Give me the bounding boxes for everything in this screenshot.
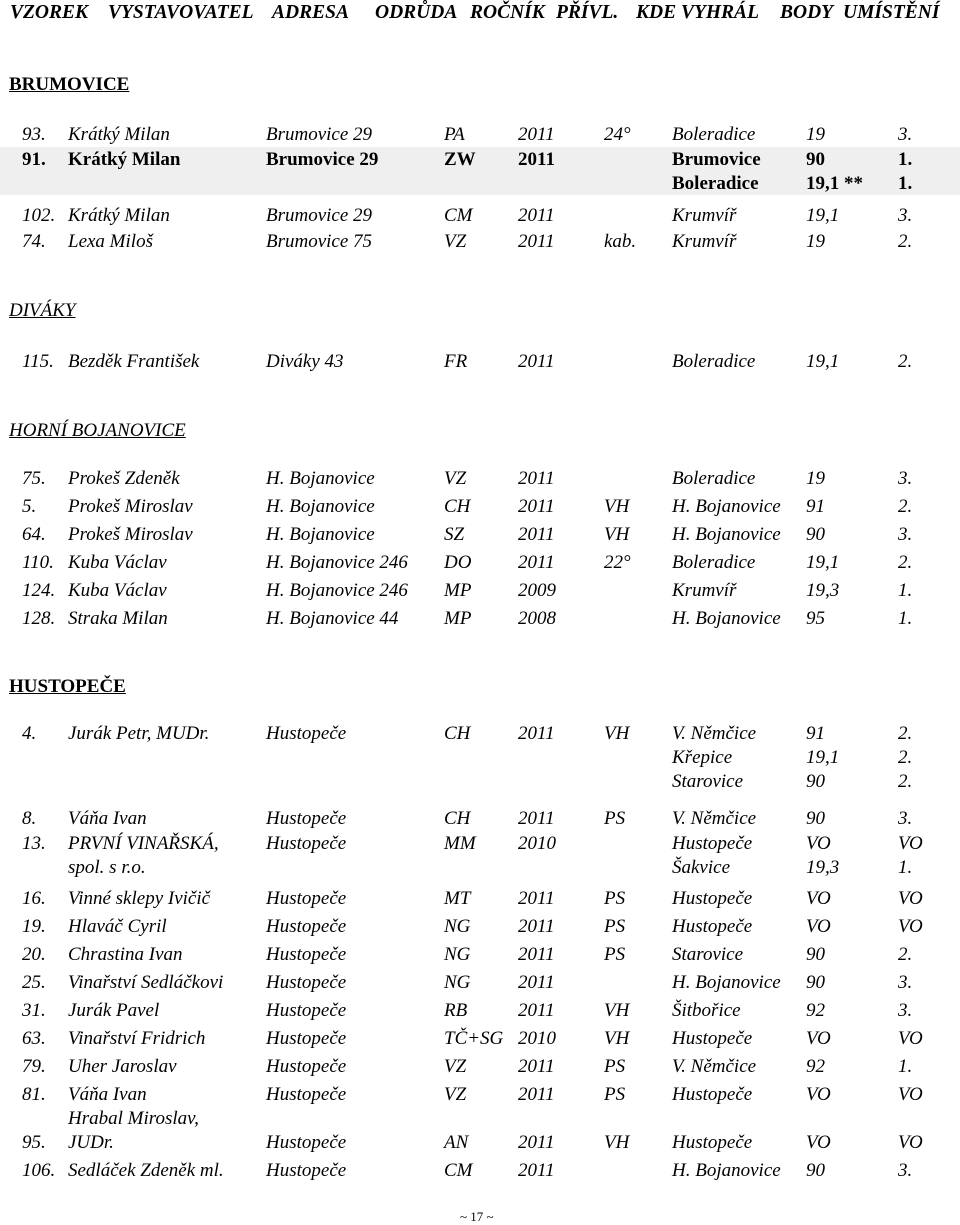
- section-title: HORNÍ BOJANOVICE: [9, 420, 186, 441]
- cell-address: Hustopeče: [266, 888, 347, 909]
- cell-exhibitor: Vinné sklepy Ivičič: [68, 888, 211, 909]
- cell-sample-number: 75.: [22, 468, 46, 489]
- cell-points: 92: [806, 1000, 825, 1021]
- cell-exhibitor: Krátký Milan: [68, 124, 170, 145]
- cell-year: 2011: [518, 1000, 555, 1021]
- table-row: [0, 745, 960, 769]
- cell-year: 2011: [518, 972, 555, 993]
- cell-attribute: 22°: [604, 552, 631, 573]
- cell-where-won: H. Bojanovice: [672, 972, 781, 993]
- cell-where-won: Hustopeče: [672, 1084, 753, 1105]
- cell-attribute: VH: [604, 723, 630, 744]
- cell-year: 2011: [518, 552, 555, 573]
- cell-sample-number: 95.: [22, 1132, 46, 1153]
- cell-variety: VZ: [444, 1084, 467, 1105]
- cell-points: 90: [806, 524, 825, 545]
- cell-sample-number: 25.: [22, 972, 46, 993]
- cell-variety: NG: [444, 944, 471, 965]
- cell-sample-number: 19.: [22, 916, 46, 937]
- cell-sample-number: 91.: [22, 149, 46, 170]
- cell-attribute: VH: [604, 1000, 630, 1021]
- cell-variety: CM: [444, 205, 473, 226]
- table-row: [0, 147, 960, 171]
- cell-where-won: Starovice: [672, 944, 744, 965]
- cell-sample-number: 31.: [22, 1000, 46, 1021]
- cell-year: 2011: [518, 351, 555, 372]
- cell-variety: MP: [444, 608, 472, 629]
- cell-points: VO: [806, 888, 831, 909]
- cell-exhibitor: Vinařství Fridrich: [68, 1028, 206, 1049]
- cell-where-won: Boleradice: [672, 173, 759, 194]
- cell-attribute: kab.: [604, 231, 637, 252]
- cell-sample-number: 20.: [22, 944, 46, 965]
- cell-where-won: V. Němčice: [672, 808, 757, 829]
- table-row: [0, 171, 960, 195]
- cell-placement: 2.: [898, 496, 913, 517]
- table-row: [0, 550, 960, 574]
- cell-address: Hustopeče: [266, 944, 347, 965]
- cell-address: H. Bojanovice: [266, 496, 375, 517]
- cell-placement: 3.: [898, 468, 913, 489]
- cell-points: VO: [806, 916, 831, 937]
- cell-variety: MP: [444, 580, 472, 601]
- cell-placement: 3.: [898, 1000, 913, 1021]
- header-rocnik: ROČNÍK: [470, 2, 545, 23]
- cell-sample-number: 16.: [22, 888, 46, 909]
- table-row: [0, 998, 960, 1022]
- cell-where-won: Hustopeče: [672, 1132, 753, 1153]
- cell-variety: CH: [444, 723, 471, 744]
- cell-attribute: PS: [604, 944, 626, 965]
- section-title: HUSTOPEČE: [9, 676, 126, 697]
- table-row: [0, 942, 960, 966]
- cell-year: 2011: [518, 888, 555, 909]
- table-row: [0, 855, 960, 879]
- cell-points: 90: [806, 771, 825, 792]
- cell-placement: 3.: [898, 124, 913, 145]
- cell-sample-number: 93.: [22, 124, 46, 145]
- table-row: [0, 578, 960, 602]
- cell-exhibitor: Váňa Ivan: [68, 1084, 147, 1105]
- cell-year: 2011: [518, 124, 555, 145]
- cell-year: 2011: [518, 723, 555, 744]
- cell-exhibitor: Prokeš Zdeněk: [68, 468, 180, 489]
- cell-variety: RB: [444, 1000, 468, 1021]
- table-row: [0, 1026, 960, 1050]
- cell-variety: CH: [444, 496, 471, 517]
- table-row: [0, 914, 960, 938]
- table-row: [0, 1054, 960, 1078]
- cell-points: 19: [806, 231, 825, 252]
- cell-points: 19,1: [806, 205, 840, 226]
- cell-year: 2011: [518, 205, 555, 226]
- cell-year: 2008: [518, 608, 556, 629]
- cell-variety: AN: [444, 1132, 469, 1153]
- cell-placement: 2.: [898, 351, 913, 372]
- cell-where-won: Křepice: [672, 747, 733, 768]
- cell-points: 19,1: [806, 351, 840, 372]
- table-row: [0, 831, 960, 855]
- cell-placement: 1.: [898, 580, 913, 601]
- cell-variety: ZW: [444, 149, 476, 170]
- cell-address: H. Bojanovice 246: [266, 580, 408, 601]
- cell-address: H. Bojanovice 44: [266, 608, 399, 629]
- cell-exhibitor: Krátký Milan: [68, 205, 170, 226]
- cell-exhibitor: Váňa Ivan: [68, 808, 147, 829]
- cell-where-won: Šakvice: [672, 857, 731, 878]
- cell-placement: 2.: [898, 944, 913, 965]
- cell-attribute: PS: [604, 808, 626, 829]
- cell-points: 19: [806, 124, 825, 145]
- cell-where-won: Krumvíř: [672, 231, 737, 252]
- cell-points: 19: [806, 468, 825, 489]
- cell-exhibitor: JUDr.: [68, 1132, 114, 1153]
- table-row: [0, 466, 960, 490]
- cell-where-won: H. Bojanovice: [672, 496, 781, 517]
- cell-year: 2011: [518, 1056, 555, 1077]
- cell-sample-number: 115.: [22, 351, 54, 372]
- cell-placement: VO: [898, 916, 923, 937]
- cell-points: 19,1 **: [806, 173, 863, 194]
- table-row: [0, 203, 960, 227]
- table-row: [0, 1130, 960, 1154]
- cell-where-won: Šitbořice: [672, 1000, 741, 1021]
- cell-exhibitor: Prokeš Miroslav: [68, 496, 193, 517]
- cell-placement: VO: [898, 833, 923, 854]
- cell-address: Hustopeče: [266, 972, 347, 993]
- cell-where-won: V. Němčice: [672, 723, 757, 744]
- cell-where-won: Brumovice: [672, 149, 761, 170]
- cell-address: Hustopeče: [266, 1084, 347, 1105]
- cell-where-won: Hustopeče: [672, 916, 753, 937]
- table-row: [0, 886, 960, 910]
- cell-attribute: VH: [604, 1028, 630, 1049]
- cell-placement: 3.: [898, 808, 913, 829]
- table-row: [0, 494, 960, 518]
- header-umisteni: UMÍSTĚNÍ: [843, 2, 940, 23]
- cell-exhibitor: Kuba Václav: [68, 580, 167, 601]
- cell-exhibitor: Sedláček Zdeněk ml.: [68, 1160, 224, 1181]
- cell-address: H. Bojanovice: [266, 468, 375, 489]
- cell-exhibitor: Uher Jaroslav: [68, 1056, 177, 1077]
- cell-address: Brumovice 29: [266, 124, 373, 145]
- cell-sample-number: 128.: [22, 608, 56, 629]
- page-number: ~ 17 ~: [460, 1209, 494, 1224]
- header-vystavovatel: VYSTAVOVATEL: [108, 2, 254, 23]
- section-title: DIVÁKY: [9, 300, 76, 321]
- cell-sample-number: 79.: [22, 1056, 46, 1077]
- cell-where-won: H. Bojanovice: [672, 1160, 781, 1181]
- cell-year: 2011: [518, 1132, 555, 1153]
- cell-variety: SZ: [444, 524, 465, 545]
- cell-sample-number: 5.: [22, 496, 37, 517]
- table-row: [0, 122, 960, 146]
- cell-where-won: Krumvíř: [672, 580, 737, 601]
- cell-variety: NG: [444, 916, 471, 937]
- cell-points: VO: [806, 1132, 831, 1153]
- cell-year: 2009: [518, 580, 556, 601]
- cell-where-won: V. Němčice: [672, 1056, 757, 1077]
- cell-year: 2011: [518, 1160, 555, 1181]
- cell-placement: VO: [898, 1028, 923, 1049]
- cell-where-won: Hustopeče: [672, 833, 753, 854]
- cell-points: 92: [806, 1056, 825, 1077]
- cell-exhibitor: Bezděk František: [68, 351, 200, 372]
- cell-sample-number: 110.: [22, 552, 54, 573]
- header-adresa: ADRESA: [272, 2, 349, 23]
- cell-exhibitor: Jurák Pavel: [68, 1000, 160, 1021]
- cell-sample-number: 81.: [22, 1084, 46, 1105]
- cell-placement: 3.: [898, 972, 913, 993]
- cell-exhibitor: Lexa Miloš: [68, 231, 153, 252]
- cell-exhibitor: spol. s r.o.: [68, 857, 146, 878]
- cell-points: 90: [806, 972, 825, 993]
- cell-address: Hustopeče: [266, 1028, 347, 1049]
- cell-variety: MT: [444, 888, 471, 909]
- cell-where-won: Boleradice: [672, 468, 756, 489]
- header-odruda: ODRŮDA: [375, 2, 458, 23]
- cell-where-won: Krumvíř: [672, 205, 737, 226]
- cell-variety: VZ: [444, 1056, 467, 1077]
- cell-placement: VO: [898, 888, 923, 909]
- cell-year: 2011: [518, 496, 555, 517]
- cell-where-won: Hustopeče: [672, 1028, 753, 1049]
- table-row: [0, 721, 960, 745]
- cell-where-won: Boleradice: [672, 552, 756, 573]
- cell-placement: 1.: [898, 1056, 913, 1077]
- cell-attribute: PS: [604, 888, 626, 909]
- cell-exhibitor: Jurák Petr, MUDr.: [68, 723, 210, 744]
- cell-year: 2011: [518, 231, 555, 252]
- cell-variety: CH: [444, 808, 471, 829]
- cell-exhibitor: Chrastina Ivan: [68, 944, 183, 965]
- cell-year: 2011: [518, 468, 555, 489]
- cell-points: VO: [806, 1028, 831, 1049]
- cell-variety: FR: [444, 351, 468, 372]
- cell-variety: NG: [444, 972, 471, 993]
- cell-address: Hustopeče: [266, 1132, 347, 1153]
- cell-where-won: Boleradice: [672, 124, 756, 145]
- cell-points: 19,1: [806, 552, 840, 573]
- cell-where-won: H. Bojanovice: [672, 608, 781, 629]
- cell-year: 2011: [518, 149, 555, 170]
- cell-variety: VZ: [444, 231, 467, 252]
- table-row: [0, 1082, 960, 1106]
- cell-points: 95: [806, 608, 825, 629]
- cell-placement: 2.: [898, 723, 913, 744]
- cell-address: Hustopeče: [266, 833, 347, 854]
- cell-where-won: Boleradice: [672, 351, 756, 372]
- cell-address: H. Bojanovice: [266, 524, 375, 545]
- cell-variety: TČ+SG: [444, 1028, 504, 1049]
- cell-attribute: VH: [604, 524, 630, 545]
- cell-attribute: PS: [604, 1056, 626, 1077]
- cell-sample-number: 124.: [22, 580, 56, 601]
- cell-address: Brumovice 29: [266, 205, 373, 226]
- cell-sample-number: 102.: [22, 205, 56, 226]
- cell-exhibitor: Vinařství Sedláčkovi: [68, 972, 224, 993]
- table-row: [0, 1158, 960, 1182]
- cell-address: H. Bojanovice 246: [266, 552, 408, 573]
- cell-year: 2011: [518, 524, 555, 545]
- cell-attribute: PS: [604, 916, 626, 937]
- cell-variety: DO: [444, 552, 472, 573]
- cell-points: VO: [806, 1084, 831, 1105]
- cell-exhibitor: Kuba Václav: [68, 552, 167, 573]
- table-row: [0, 606, 960, 630]
- table-row: [0, 349, 960, 373]
- cell-variety: VZ: [444, 468, 467, 489]
- cell-placement: 2.: [898, 747, 913, 768]
- cell-placement: 1.: [898, 608, 913, 629]
- cell-points: 19,3: [806, 580, 840, 601]
- cell-placement: 2.: [898, 231, 913, 252]
- cell-points: 90: [806, 808, 825, 829]
- cell-address: Hustopeče: [266, 916, 347, 937]
- cell-placement: 2.: [898, 771, 913, 792]
- header-vzorek: VZOREK: [10, 2, 89, 23]
- cell-attribute: VH: [604, 496, 630, 517]
- cell-placement: 3.: [898, 205, 913, 226]
- cell-points: 91: [806, 723, 825, 744]
- cell-attribute: 24°: [604, 124, 631, 145]
- cell-address: Hustopeče: [266, 1056, 347, 1077]
- table-row: [0, 522, 960, 546]
- cell-sample-number: 4.: [22, 723, 37, 744]
- cell-attribute: VH: [604, 1132, 630, 1153]
- table-row: [0, 769, 960, 793]
- table-row: [0, 1106, 960, 1130]
- cell-year: 2011: [518, 808, 555, 829]
- cell-points: 19,3: [806, 857, 840, 878]
- cell-placement: VO: [898, 1132, 923, 1153]
- table-header: [0, 0, 960, 30]
- header-privl: PŘÍVL.: [556, 2, 619, 23]
- cell-placement: 1.: [898, 857, 913, 878]
- cell-sample-number: 74.: [22, 231, 46, 252]
- cell-sample-number: 106.: [22, 1160, 56, 1181]
- cell-placement: VO: [898, 1084, 923, 1105]
- cell-sample-number: 63.: [22, 1028, 46, 1049]
- header-kde-vyhral: KDE VYHRÁL: [636, 2, 759, 23]
- cell-where-won: H. Bojanovice: [672, 524, 781, 545]
- cell-points: 90: [806, 944, 825, 965]
- cell-variety: MM: [444, 833, 476, 854]
- cell-variety: CM: [444, 1160, 473, 1181]
- cell-year: 2010: [518, 833, 556, 854]
- cell-placement: 3.: [898, 524, 913, 545]
- cell-address: Hustopeče: [266, 723, 347, 744]
- cell-exhibitor: Hlaváč Cyril: [68, 916, 167, 937]
- cell-placement: 2.: [898, 552, 913, 573]
- cell-points: 91: [806, 496, 825, 517]
- cell-exhibitor: Straka Milan: [68, 608, 168, 629]
- cell-address: Hustopeče: [266, 808, 347, 829]
- cell-year: 2011: [518, 916, 555, 937]
- cell-points: 90: [806, 149, 825, 170]
- table-row: [0, 970, 960, 994]
- cell-exhibitor: Hrabal Miroslav,: [68, 1108, 199, 1129]
- header-body: BODY: [780, 2, 834, 23]
- cell-sample-number: 13.: [22, 833, 46, 854]
- cell-address: Diváky 43: [266, 351, 344, 372]
- cell-placement: 3.: [898, 1160, 913, 1181]
- cell-points: 90: [806, 1160, 825, 1181]
- cell-sample-number: 8.: [22, 808, 37, 829]
- cell-exhibitor: PRVNÍ VINAŘSKÁ,: [68, 833, 219, 854]
- section-title: BRUMOVICE: [9, 74, 130, 95]
- cell-address: Hustopeče: [266, 1000, 347, 1021]
- cell-address: Brumovice 29: [266, 149, 379, 170]
- cell-address: Hustopeče: [266, 1160, 347, 1181]
- cell-points: VO: [806, 833, 831, 854]
- table-row: [0, 229, 960, 253]
- cell-year: 2010: [518, 1028, 556, 1049]
- cell-placement: 1.: [898, 173, 913, 194]
- cell-exhibitor: Prokeš Miroslav: [68, 524, 193, 545]
- cell-where-won: Hustopeče: [672, 888, 753, 909]
- cell-exhibitor: Krátký Milan: [68, 149, 181, 170]
- cell-points: 19,1: [806, 747, 840, 768]
- cell-attribute: PS: [604, 1084, 626, 1105]
- cell-variety: PA: [444, 124, 465, 145]
- cell-sample-number: 64.: [22, 524, 46, 545]
- cell-address: Brumovice 75: [266, 231, 373, 252]
- cell-where-won: Starovice: [672, 771, 744, 792]
- cell-year: 2011: [518, 1084, 555, 1105]
- cell-year: 2011: [518, 944, 555, 965]
- table-row: [0, 806, 960, 830]
- cell-placement: 1.: [898, 149, 913, 170]
